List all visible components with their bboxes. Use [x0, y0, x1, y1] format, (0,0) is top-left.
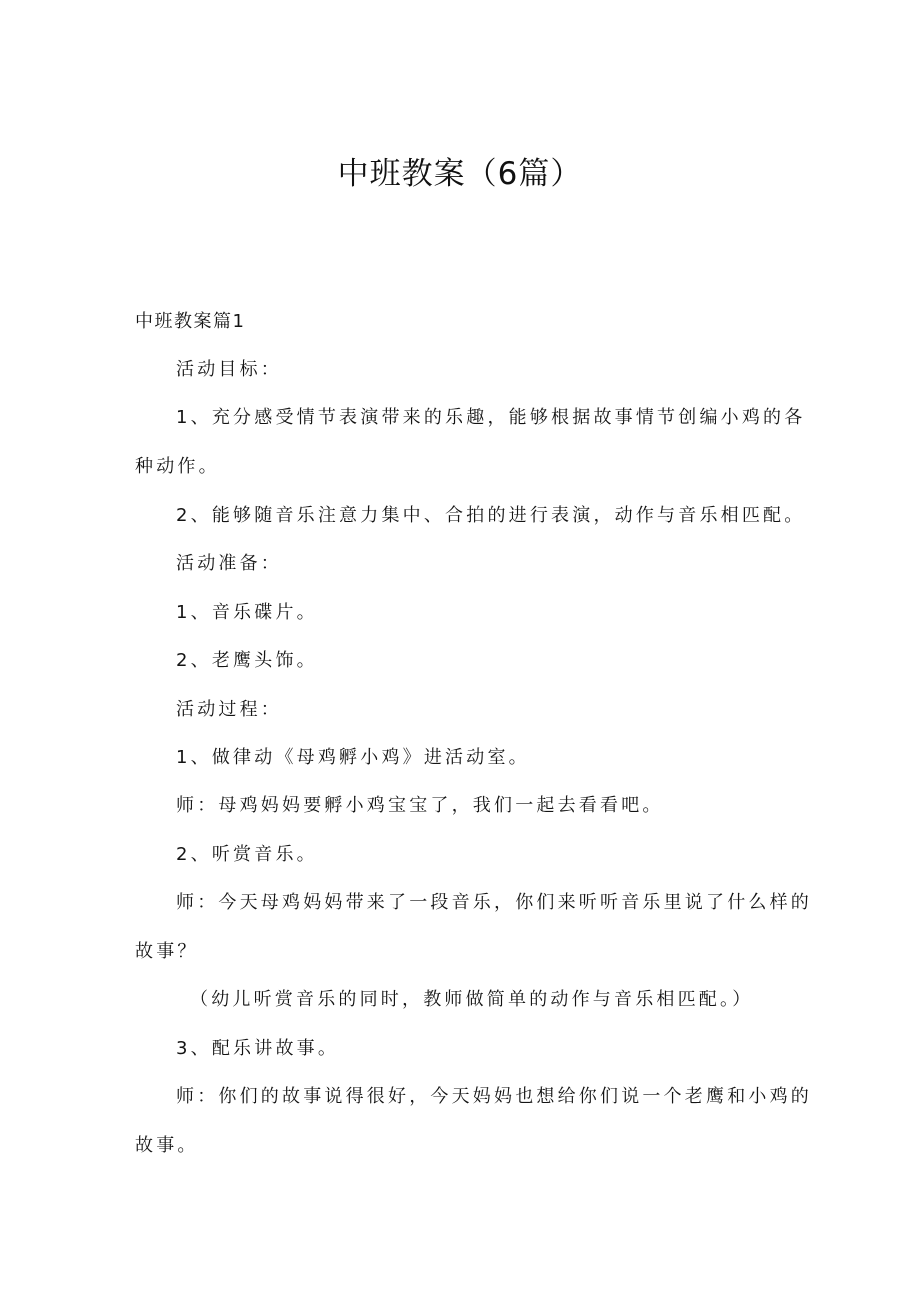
paragraph-line: 1、音乐碟片。 — [176, 602, 318, 623]
paragraph-line: 2、老鹰头饰。 — [176, 650, 318, 671]
paragraph-note: （幼儿听赏音乐的同时，教师做简单的动作与音乐相匹配。） — [190, 989, 754, 1010]
document-title: 中班教案（6篇） — [337, 156, 583, 192]
goal-label: 活动目标： — [176, 359, 282, 380]
paragraph-line: 1、充分感受情节表演带来的乐趣，能够根据故事情节创编小鸡的各 — [176, 407, 806, 428]
paragraph-line: 3、配乐讲故事。 — [176, 1038, 340, 1059]
paragraph-line: 种动作。 — [135, 456, 220, 477]
paragraph-line: 故事。 — [135, 1135, 199, 1156]
prep-label: 活动准备： — [176, 553, 282, 574]
paragraph-line: 师：今天母鸡妈妈带来了一段音乐，你们来听听音乐里说了什么样的 — [176, 892, 812, 913]
paragraph-line: 师：母鸡妈妈要孵小鸡宝宝了，我们一起去看看吧。 — [176, 795, 664, 816]
paragraph-line: 2、能够随音乐注意力集中、合拍的进行表演，动作与音乐相匹配。 — [176, 505, 806, 526]
paragraph-line: 故事？ — [135, 941, 199, 962]
paragraph-line: 1、做律动《母鸡孵小鸡》进活动室。 — [176, 747, 530, 768]
paragraph-line: 2、听赏音乐。 — [176, 844, 318, 865]
section-heading: 中班教案篇1 — [135, 311, 246, 332]
paragraph-line: 师：你们的故事说得很好，今天妈妈也想给你们说一个老鹰和小鸡的 — [176, 1086, 812, 1107]
process-label: 活动过程： — [176, 699, 282, 720]
